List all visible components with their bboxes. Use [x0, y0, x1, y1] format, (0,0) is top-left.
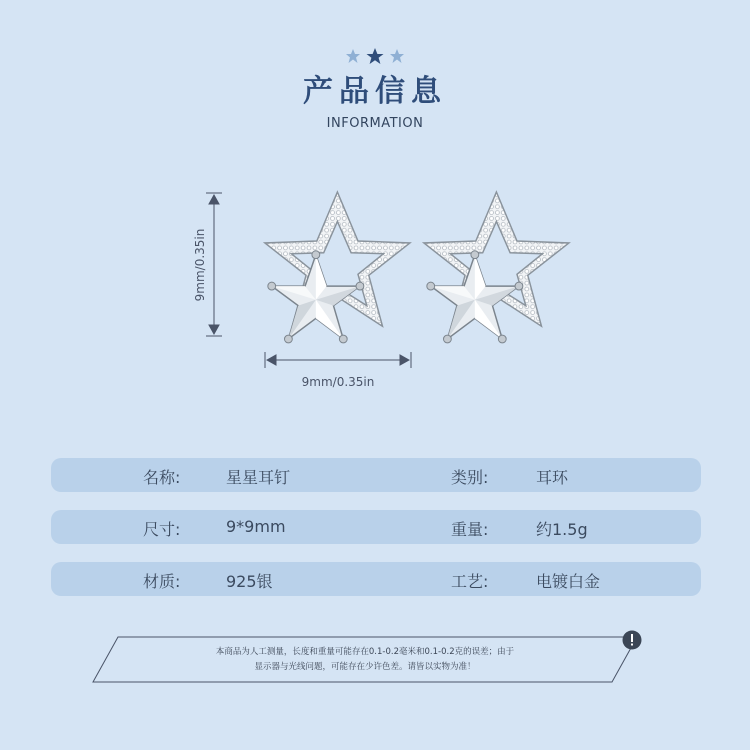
height-dimension-label: 9mm/0.35in [193, 228, 207, 302]
notice-line-1: 本商品为人工测量，长度和重量可能存在0.1-0.2毫米和0.1-0.2克的误差；由于 [215, 647, 515, 657]
spec-value-craft: 电镀白金 [536, 572, 601, 591]
spec-row-name [51, 458, 701, 492]
spec-key-weight: 重量: [451, 520, 489, 539]
spec-row-size [51, 510, 701, 544]
spec-key-name: 名称: [143, 468, 181, 487]
spec-value-material: 925银 [226, 572, 273, 591]
page-title: 产品信息 [303, 74, 447, 109]
spec-value-size: 9*9mm [226, 517, 286, 536]
spec-key-craft: 工艺: [451, 572, 489, 591]
page-subtitle: INFORMATION [326, 116, 424, 131]
spec-key-material: 材质: [143, 572, 181, 591]
spec-value-weight: 约1.5g [536, 520, 588, 539]
right-earring [424, 192, 569, 343]
alert-icon [622, 630, 642, 650]
notice-line-2: 显示器与光线问题，可能存在少许色差。请皆以实物为准！ [254, 662, 476, 672]
spec-key-category: 类别: [451, 468, 489, 487]
spec-key-size: 尺寸: [143, 520, 181, 539]
spec-row-material [51, 562, 701, 596]
disclaimer-notice [92, 636, 638, 683]
width-dimension-label: 9mm/0.35in [301, 375, 375, 389]
left-earring [265, 192, 410, 343]
spec-value-category: 耳环 [536, 468, 569, 487]
spec-value-name: 星星耳钉 [226, 468, 291, 487]
